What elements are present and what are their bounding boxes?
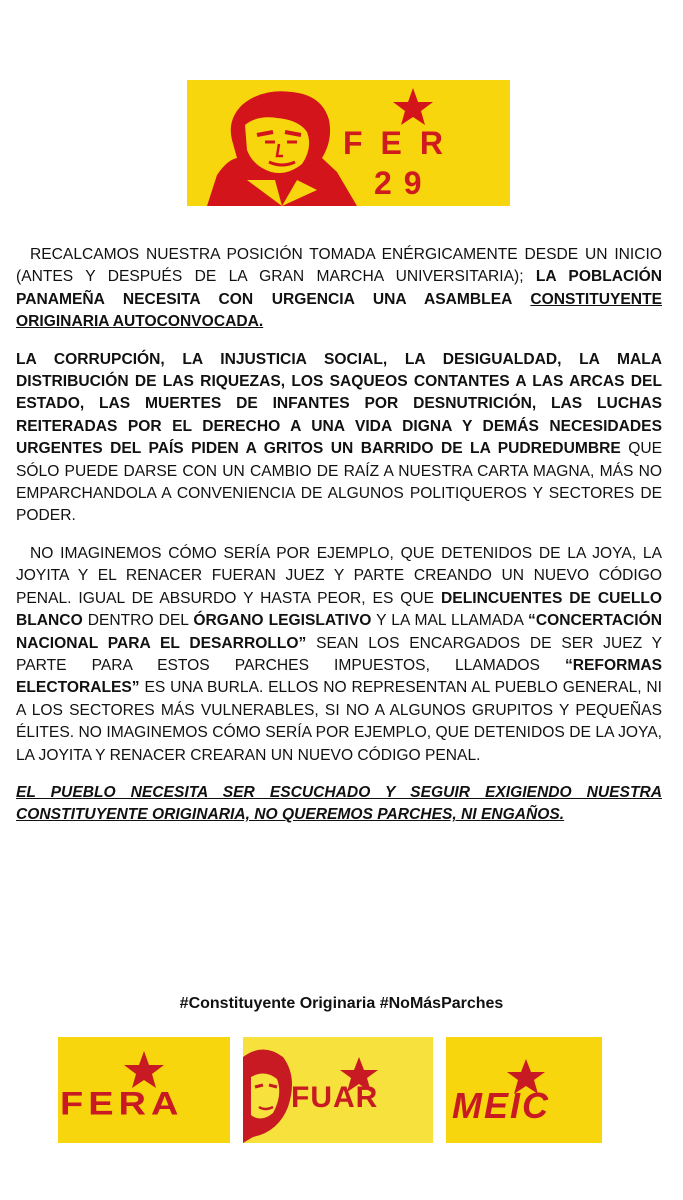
p3-text-g: SEAN LOS ENCARGADOS DE SER JUEZ Y PARTE PARA ESTOS PARCHES IMPUESTOS, LLAMADOS bbox=[16, 634, 663, 674]
p3-bold-f: “CONCERTACIÓN NACIONAL PARA EL DESARROLLO” bbox=[16, 612, 663, 652]
p3-bold-b: DELINCUENTES DE CUELLO BLANCO bbox=[16, 589, 662, 630]
fuar-text: FUAR bbox=[291, 1081, 379, 1114]
logo-fer-text: FER bbox=[343, 125, 461, 161]
p3-bold-d: ÓRGANO LEGISLATIVO bbox=[193, 612, 372, 630]
p3-bold-h: “REFORMAS ELECTORALES” bbox=[16, 656, 662, 697]
p3-text-c: DENTRO DEL bbox=[82, 612, 194, 630]
p2-text: QUE SÓLO PUEDE DARSE CON UN CAMBIO DE RAÍZ A NUESTRA CARTA MAGNA, MÁS NO EMPARCHANDOLA A CONVENIENCIA DE ALGUNOS POLITIQUEROS Y SECTORES DE PODER. bbox=[16, 440, 662, 525]
p1-bold: LA POBLACIÓN PANAMEÑA NECESITA CON URGENCIA UNA ASAMBLEA bbox=[16, 268, 662, 308]
p2-bold: LA CORRUPCIÓN, LA INJUSTICIA SOCIAL, LA DESIGUALDAD, LA MALA DISTRIBUCIÓN DE LAS RIQUEZAS, LOS SAQUEOS CONTANTES A LAS ARCAS DEL ESTADO, LAS MUERTES DE INFANTES POR DESNUTRICIÓN, LAS LUCHAS REITERADAS POR EL DERECHO A UNA VIDA DIGNA Y DEMÁS NECESIDADES URGENTES DEL PAÍS PIDEN A GRITOS UN BARRIDO DE LA PUDREDUMBRE bbox=[16, 350, 662, 458]
paragraph-2 bbox=[16, 349, 662, 528]
fuar-logo bbox=[243, 1037, 433, 1143]
fer29-logo bbox=[187, 80, 510, 206]
p3-text-e: Y LA MAL LLAMADA bbox=[371, 612, 529, 630]
p3-text-a: NO IMAGINEMOS CÓMO SERÍA POR EJEMPLO, QUE DETENIDOS DE LA JOYA, LA JOYITA Y EL RENACER FUERAN JUEZ Y PARTE CREANDO UN NUEVO CÓDIGO PENAL. IGUAL DE ABSURDO Y HASTA PEOR, ES QUE bbox=[16, 544, 662, 607]
manifesto-body bbox=[16, 244, 662, 842]
meic-logo bbox=[446, 1037, 602, 1143]
meic-text: MEIC bbox=[452, 1085, 550, 1126]
logo-29-text: 29 bbox=[374, 165, 434, 201]
p3-text-i: ES UNA BURLA. ELLOS NO REPRESENTAN AL PUEBLO GENERAL, NI A LOS SECTORES MÁS VULNERABLES, SI NO A ALGUNOS GRUPITOS Y PEQUEÑAS ÉLITES. NO IMAGINEMOS CÓMO SERÍA POR EJEMPLO, QUE DETENIDOS DE LA JOYA, LA JOYITA Y RENACER CREARAN UN NUEVO CÓDIGO PENAL. bbox=[16, 679, 662, 764]
fera-text: FERA bbox=[60, 1086, 184, 1122]
closing-statement: EL PUEBLO NECESITA SER ESCUCHADO Y SEGUIR EXIGIENDO NUESTRA CONSTITUYENTE ORIGINARIA, NO QUEREMOS PARCHES, NI ENGAÑOS. bbox=[16, 783, 662, 824]
paragraph-3 bbox=[16, 543, 662, 767]
fera-logo bbox=[58, 1037, 230, 1143]
hashtags: #Constituyente Originaria #NoMásParches bbox=[179, 995, 504, 1012]
p1-bold-underline: CONSTITUYENTE ORIGINARIA AUTOCONVOCADA. bbox=[16, 290, 662, 331]
p1-text: RECALCAMOS NUESTRA POSICIÓN TOMADA ENÉRGICAMENTE DESDE UN INICIO (ANTES Y DESPUÉS DE LA GRAN MARCHA UNIVERSITARIA); bbox=[16, 246, 662, 286]
paragraph-1 bbox=[16, 244, 662, 334]
